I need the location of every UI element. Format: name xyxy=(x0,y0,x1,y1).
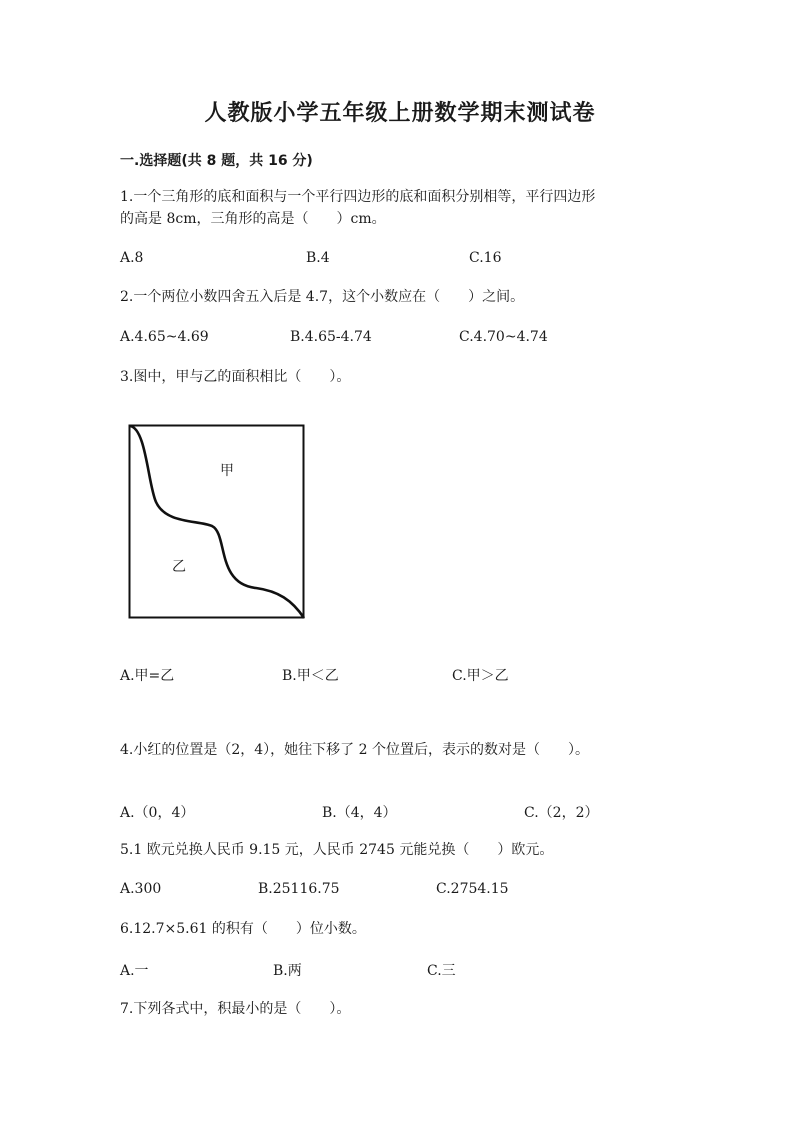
page-title: 人教版小学五年级上册数学期末测试卷 xyxy=(204,101,596,126)
question-2-option-c: C.4.70~4.74 xyxy=(459,329,548,345)
question-5-option-c: C.2754.15 xyxy=(436,881,509,897)
question-4-option-b: B.（4，4） xyxy=(322,805,397,821)
question-6-option-a: A.一 xyxy=(120,963,149,979)
question-6-text: 6.12.7×5.61 的积有（ ）位小数。 xyxy=(120,921,366,937)
question-4-option-a: A.（0，4） xyxy=(120,805,195,821)
question-3-option-c: C.甲＞乙 xyxy=(452,668,509,684)
question-1-option-c: C.16 xyxy=(469,250,502,266)
question-5-option-b: B.25116.75 xyxy=(258,881,340,897)
question-1-option-b: B.4 xyxy=(306,250,330,266)
question-1-option-a: A.8 xyxy=(120,250,144,266)
question-3-text: 3.图中，甲与乙的面积相比（ ）。 xyxy=(120,369,351,385)
question-1-text-line1: 1.一个三角形的底和面积与一个平行四边形的底和面积分别相等，平行四边形 xyxy=(120,189,596,205)
figure-label-yi: 乙 xyxy=(172,559,186,575)
question-3-option-a: A.甲=乙 xyxy=(120,668,175,684)
question-4-option-c: C.（2，2） xyxy=(524,805,599,821)
question-6-option-c: C.三 xyxy=(427,963,456,979)
question-5-text: 5.1 欧元兑换人民币 9.15 元，人民币 2745 元能兑换（ ）欧元。 xyxy=(120,842,554,858)
question-2-option-b: B.4.65-4.74 xyxy=(290,329,372,345)
question-7-text: 7.下列各式中，积最小的是（ ）。 xyxy=(120,1001,351,1017)
area-comparison-figure xyxy=(128,424,306,620)
question-3-option-b: B.甲＜乙 xyxy=(282,668,339,684)
question-1-text-line2: 的高是 8cm，三角形的高是（ ）cm。 xyxy=(120,211,386,227)
question-4-text: 4.小红的位置是（2，4），她往下移了 2 个位置后，表示的数对是（ ）。 xyxy=(120,742,589,758)
figure-square-outline xyxy=(130,426,304,618)
question-6-option-b: B.两 xyxy=(273,963,302,979)
figure-curve xyxy=(130,426,304,618)
figure-label-jia: 甲 xyxy=(220,463,234,479)
section-heading: 一.选择题(共 8 题，共 16 分) xyxy=(120,153,313,169)
question-5-option-a: A.300 xyxy=(120,881,162,897)
question-2-option-a: A.4.65~4.69 xyxy=(120,329,209,345)
question-2-text: 2.一个两位小数四舍五入后是 4.7，这个小数应在（ ）之间。 xyxy=(120,289,525,305)
